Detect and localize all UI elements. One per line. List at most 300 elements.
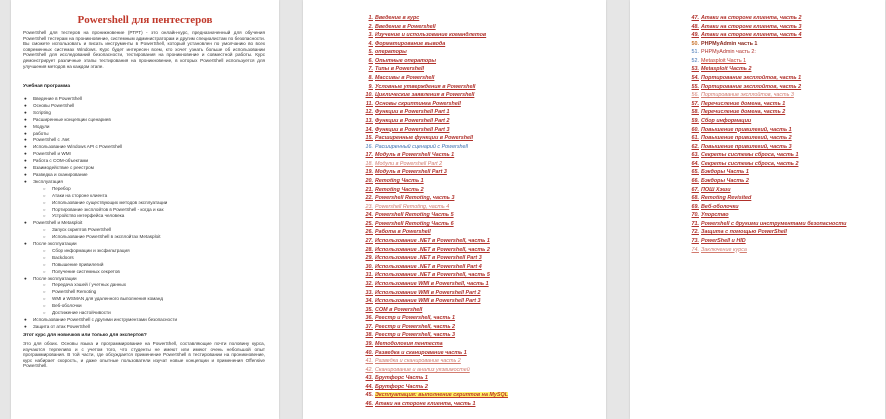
toc-entry-number: 60.	[691, 126, 699, 133]
toc-entry[interactable]	[362, 134, 508, 143]
bullet-disc-icon: ●	[24, 158, 27, 164]
toc-entry-number: 4.	[368, 40, 373, 47]
bullet-disc-icon: ●	[24, 102, 27, 108]
toc-entry-number: 67.	[691, 186, 699, 193]
bullet-disc-icon: ●	[24, 137, 27, 143]
toc-entry-number: 55.	[691, 83, 699, 90]
toc-entry-link[interactable]: Использование WMI в Powershell, часть 1	[375, 280, 489, 287]
toc-entry[interactable]	[688, 220, 846, 229]
bullet-disc-icon: ●	[24, 275, 27, 281]
toc-entry-link[interactable]: Powershell Remoting Часть 5	[375, 212, 454, 219]
toc-entry-link[interactable]: PHPMyAdmin часть 2:	[701, 49, 756, 56]
program-list-item-text: Повышение привилегий	[52, 261, 104, 267]
toc-entry[interactable]	[688, 160, 846, 169]
toc-list-left	[362, 14, 508, 409]
program-list-item-text: После эксплуатации	[33, 275, 77, 281]
toc-entry[interactable]	[362, 74, 508, 83]
outro-paragraph: Это для обоих. Основы языка и программирование на PowerShell, составляющие почти половину курса, изучаются терпеливо и с учетом того, что студенты не имеют или имеют очень небольшой опыт программирования. В той части, где обсуждается применение PowerShell в тестировании на проникновение, курс набирает скорость, и даже опытные пользователи изучат новые концепции и применения Offensive PowerShell.	[23, 341, 265, 369]
toc-entry[interactable]	[688, 48, 846, 57]
toc-entry[interactable]	[688, 14, 846, 23]
toc-entry[interactable]	[362, 280, 508, 289]
toc-entry-link[interactable]: Атаки на стороне клиента, часть 2	[701, 15, 802, 21]
document-page-toc-2	[630, 0, 885, 419]
toc-entry[interactable]	[362, 383, 508, 392]
bullet-circle-icon: ○	[43, 268, 46, 274]
program-list-item-text: WMI и WSMAN для удаленного выполнения команд	[52, 296, 164, 302]
toc-entry-number: 18.	[365, 160, 373, 167]
toc-entry-link[interactable]: Разведка и сканирование часть 2	[375, 358, 461, 365]
document-title: Powershell для пентестеров	[77, 14, 213, 26]
toc-entry[interactable]	[362, 100, 508, 109]
toc-entry-link[interactable]: Использование .NET в Powershell, часть 2	[375, 246, 490, 253]
toc-entry[interactable]	[362, 366, 508, 375]
program-list-item-text: Работа с COM-объектами	[33, 158, 89, 164]
bullet-disc-icon: ●	[24, 323, 27, 329]
toc-entry-link[interactable]: Функции в Powershell Part 3	[375, 126, 450, 133]
toc-entry-number: 25.	[365, 220, 373, 227]
toc-entry-number: 72.	[691, 229, 699, 236]
bullet-disc-icon: ●	[24, 116, 27, 122]
toc-entry[interactable]	[362, 297, 508, 306]
toc-entry-number: 56.	[691, 92, 699, 99]
toc-entry-link[interactable]: Модуль в Powershell Часть 1	[375, 152, 455, 159]
toc-entry[interactable]	[362, 31, 508, 40]
program-list-item-text: Использование Windows API с PowerShell	[33, 144, 123, 150]
toc-entry-link[interactable]: ПОШ Хэши	[701, 186, 731, 193]
toc-entry[interactable]	[688, 186, 846, 195]
toc-entry[interactable]	[362, 23, 508, 32]
program-list-item	[23, 324, 268, 331]
program-list-item	[23, 131, 268, 138]
toc-entry[interactable]	[362, 289, 508, 298]
question-heading: Этот курс для новичков или только для экспертов?	[23, 333, 147, 338]
program-list-item-text: Сбор информации и эксфильтрация	[52, 247, 130, 253]
toc-entry[interactable]	[362, 186, 508, 195]
toc-entry-number: 74.	[691, 246, 699, 253]
toc-entry-number: 1.	[368, 15, 373, 21]
program-list-item	[23, 103, 268, 110]
toc-entry-link[interactable]: Портирование эксплойтов, часть 3	[701, 92, 794, 99]
toc-entry-number: 23.	[365, 203, 373, 210]
toc-entry-link[interactable]: Разведка и сканирование часть 1	[375, 349, 467, 356]
toc-entry-link[interactable]: Использование WMI в Powershell Part 2	[375, 289, 481, 296]
program-list-item-text: Устройство интерфейса человека	[52, 213, 125, 219]
toc-entry[interactable]	[362, 228, 508, 237]
toc-entry[interactable]	[688, 40, 846, 49]
toc-entry-link[interactable]: Powershell с другими инструментами безопасности	[701, 220, 847, 227]
toc-entry[interactable]	[362, 65, 508, 74]
toc-entry[interactable]	[362, 83, 508, 92]
toc-entry-number: 43.	[365, 375, 373, 382]
program-list-item	[23, 117, 268, 124]
toc-entry[interactable]	[362, 151, 508, 160]
toc-entry-number: 70.	[691, 212, 699, 219]
toc-entry-number: 31.	[365, 272, 373, 279]
toc-entry-link[interactable]: Использование .NET в Powershell Part 4	[375, 263, 482, 270]
toc-entry-link[interactable]: Реестр и Powershell, часть 2	[375, 323, 456, 330]
toc-entry[interactable]	[688, 117, 846, 126]
toc-entry-link[interactable]: Условные утверждения в Powershell	[375, 83, 476, 90]
toc-entry-link[interactable]: Атаки на стороне клиента, часть 1	[375, 401, 476, 408]
toc-entry[interactable]	[688, 228, 846, 237]
toc-entry[interactable]	[688, 237, 846, 246]
program-heading: Учебная программа	[23, 84, 71, 89]
toc-entry-number: 64.	[691, 160, 699, 167]
bullet-circle-icon: ○	[43, 213, 46, 219]
toc-entry[interactable]	[362, 374, 508, 383]
toc-entry[interactable]	[688, 100, 846, 109]
toc-entry-number: 38.	[365, 332, 373, 339]
program-list-item	[23, 213, 268, 220]
toc-entry[interactable]	[688, 177, 846, 186]
bullet-circle-icon: ○	[43, 247, 46, 253]
toc-entry[interactable]	[362, 177, 508, 186]
toc-entry[interactable]	[688, 23, 846, 32]
toc-entry-link[interactable]: Реестр и Powershell, часть 1	[375, 315, 456, 322]
toc-entry[interactable]	[688, 74, 846, 83]
toc-entry[interactable]	[688, 126, 846, 135]
toc-entry-number: 28.	[365, 246, 373, 253]
program-list-item-text: Использование существующих методов эксплуатации	[52, 199, 168, 205]
program-list-item	[23, 179, 268, 186]
toc-entry-number: 39.	[365, 340, 373, 347]
program-list-item-text: Атаки на стороне клиента	[52, 192, 108, 198]
program-list-item-text: Основы PowerShell	[33, 102, 75, 108]
program-list-item	[23, 137, 268, 144]
toc-entry-link[interactable]: Опытные операторы	[375, 57, 437, 64]
program-list-item	[23, 296, 268, 303]
program-list-item-text: Использование PowerShell с другими инструментами безопасности	[33, 317, 178, 322]
program-list-item-text: работы	[33, 130, 49, 136]
toc-entry-number: 41.	[365, 358, 373, 365]
bullet-circle-icon: ○	[43, 227, 46, 233]
toc-entry-number: 42.	[365, 366, 373, 373]
toc-entry-number: 36.	[365, 315, 373, 322]
program-list-item-text: Веб-оболочки	[52, 303, 82, 309]
toc-entry-number: 9.	[368, 83, 373, 90]
toc-entry-number: 8.	[368, 75, 373, 82]
toc-entry[interactable]	[362, 271, 508, 280]
bullet-circle-icon: ○	[43, 303, 46, 309]
toc-entry-link[interactable]: Массивы в Powershell	[375, 75, 435, 82]
toc-entry-number: 65.	[691, 169, 699, 176]
bullet-circle-icon: ○	[43, 296, 46, 302]
toc-entry-number: 11.	[365, 100, 373, 107]
toc-entry-number: 16.	[365, 143, 373, 150]
toc-entry-number: 14.	[365, 126, 373, 133]
toc-entry-link[interactable]: Циклические заявления в Powershell	[375, 92, 475, 99]
program-list-item-text: Разведка и сканирование	[33, 171, 88, 177]
toc-entry-link[interactable]: Использование WMI в Powershell Part 3	[375, 298, 481, 305]
toc-entry-link[interactable]: Изучение и использование командлетов	[375, 32, 487, 39]
program-list-item-text: Scripting	[33, 109, 51, 115]
bullet-disc-icon: ●	[24, 130, 27, 136]
toc-entry-link[interactable]: Методология пентеста	[375, 340, 443, 347]
toc-entry-link[interactable]: PHPMyAdmin часть 1	[701, 40, 758, 47]
toc-entry-link[interactable]: Повышение привилегий, часть 2	[701, 135, 792, 142]
toc-entry[interactable]	[688, 168, 846, 177]
toc-entry-number: 29.	[365, 255, 373, 262]
bullet-disc-icon: ●	[24, 171, 27, 177]
toc-entry-link[interactable]: Powershell Remoting, часть 3	[375, 195, 455, 202]
toc-entry-link[interactable]: Атаки на стороне клиента, часть 3	[701, 23, 802, 30]
toc-entry-link[interactable]: Metasploit Часть 1	[701, 57, 747, 64]
program-list-item-text: PowerShell Remoting	[52, 289, 97, 295]
toc-entry[interactable]	[362, 126, 508, 135]
toc-entry[interactable]	[688, 91, 846, 100]
program-list-item-text: Передача хэшей / учетных данных	[52, 282, 127, 288]
bullet-circle-icon: ○	[43, 199, 46, 205]
toc-entry[interactable]	[362, 211, 508, 220]
toc-entry[interactable]	[362, 40, 508, 49]
toc-entry-number: 73.	[691, 238, 699, 245]
toc-entry-number: 46.	[365, 401, 373, 408]
toc-entry-number: 35.	[365, 306, 373, 313]
toc-entry[interactable]	[362, 357, 508, 366]
program-list-item	[23, 241, 268, 248]
toc-entry[interactable]	[362, 203, 508, 212]
toc-entry[interactable]	[688, 211, 846, 220]
toc-entry[interactable]	[362, 237, 508, 246]
bullet-disc-icon: ●	[24, 144, 27, 150]
toc-entry-number: 2.	[368, 23, 373, 30]
toc-entry-number: 32.	[365, 280, 373, 287]
toc-entry-number: 26.	[365, 229, 373, 236]
toc-entry-link[interactable]: Портирование эксплойтов, часть 2	[701, 83, 802, 90]
toc-entry-number: 19.	[365, 169, 373, 176]
toc-entry-number: 22.	[365, 195, 373, 202]
toc-entry-link[interactable]: Metasploit Часть 2	[701, 66, 752, 73]
toc-entry-link[interactable]: Использование .NET в Powershell, часть 5	[375, 272, 490, 279]
program-list-item	[23, 151, 268, 158]
toc-entry-number: 5.	[368, 49, 373, 56]
toc-entry-link[interactable]: Бэкдоры Часть 1	[701, 169, 749, 176]
toc-entry-link[interactable]: COM в Powershell	[375, 306, 423, 313]
toc-entry-link[interactable]: Портирование эксплойтов, часть 1	[701, 75, 802, 82]
toc-entry-number: 50.	[691, 40, 699, 47]
program-list-item	[23, 282, 268, 289]
toc-entry[interactable]	[362, 254, 508, 263]
toc-entry-link[interactable]: Повышение привилегий, часть 1	[701, 126, 792, 133]
toc-entry-number: 21.	[365, 186, 373, 193]
toc-entry-number: 57.	[691, 100, 699, 107]
toc-entry-link[interactable]: Использование .NET в Powershell, часть 1	[375, 238, 490, 245]
toc-entry-number: 13.	[365, 117, 373, 124]
bullet-circle-icon: ○	[43, 192, 46, 198]
toc-entry-number: 30.	[365, 263, 373, 270]
program-list-item	[23, 317, 268, 324]
program-list	[23, 96, 268, 331]
toc-entry[interactable]	[362, 314, 508, 323]
toc-entry-number: 20.	[365, 177, 373, 184]
program-list-item	[23, 144, 268, 151]
toc-entry[interactable]	[362, 323, 508, 332]
toc-entry-link[interactable]: Брутфорс Часть 1	[375, 375, 428, 382]
toc-entry-number: 62.	[691, 143, 699, 150]
toc-entry-link[interactable]: Основы скриптинга Powershell	[375, 100, 461, 107]
toc-entry-number: 37.	[365, 323, 373, 330]
program-list-item	[23, 255, 268, 262]
toc-entry-link[interactable]: Сбор информации	[701, 117, 752, 124]
toc-entry-link[interactable]: Реестр и Powershell, часть 3	[375, 332, 456, 339]
bullet-circle-icon: ○	[43, 282, 46, 288]
toc-entry[interactable]	[362, 91, 508, 100]
toc-entry[interactable]	[688, 143, 846, 152]
toc-entry-link[interactable]: Powershell Remoting Часть 6	[375, 220, 454, 227]
toc-entry[interactable]	[362, 391, 508, 400]
toc-entry-number: 33.	[365, 289, 373, 296]
program-list-item-text: Перебор	[52, 185, 71, 191]
toc-entry-link[interactable]: Форматирование вывода	[375, 40, 446, 47]
toc-entry-link[interactable]: Атаки на стороне клиента, часть 4	[701, 32, 802, 39]
program-list-item	[23, 262, 268, 269]
toc-entry-link[interactable]: Функции в Powershell Part 2	[375, 117, 450, 124]
program-list-item	[23, 289, 268, 296]
program-list-item-text: Запуск скриптов PowerShell	[52, 227, 112, 233]
program-list-item	[23, 234, 268, 241]
toc-entry-link[interactable]: Секреты системы сброса, часть 2	[701, 160, 799, 167]
bullet-disc-icon: ●	[24, 317, 27, 322]
toc-entry-link[interactable]: Перечисление домена, часть 2	[701, 109, 786, 116]
toc-entry-link[interactable]: Эксплуатация: выполнение скриптов на MySQL	[375, 392, 509, 399]
toc-entry[interactable]	[362, 57, 508, 66]
toc-entry[interactable]	[362, 331, 508, 340]
toc-entry-link[interactable]: Модули в Powershell Part 2	[375, 160, 443, 167]
toc-entry[interactable]	[362, 160, 508, 169]
toc-entry-link[interactable]: Powershell Remoting, часть 4	[375, 203, 450, 210]
toc-entry-link[interactable]: Расширенные функции в Powershell	[375, 135, 473, 142]
toc-entry-link[interactable]: Работа в Powershell	[375, 229, 431, 236]
toc-entry[interactable]	[688, 108, 846, 117]
toc-entry[interactable]	[688, 83, 846, 92]
toc-entry-number: 27.	[365, 238, 373, 245]
toc-entry-number: 69.	[691, 203, 699, 210]
bullet-circle-icon: ○	[43, 289, 46, 295]
toc-entry[interactable]	[362, 108, 508, 117]
toc-entry-link[interactable]: Remoting Часть 1	[375, 177, 424, 184]
toc-entry-number: 47.	[691, 15, 699, 21]
toc-entry[interactable]	[688, 194, 846, 203]
toc-entry[interactable]	[362, 168, 508, 177]
toc-entry-link[interactable]: Веб-оболочки	[701, 203, 739, 210]
toc-entry-link[interactable]: Типы в Powershell	[375, 66, 424, 73]
toc-entry-number: 15.	[365, 135, 373, 142]
program-list-item	[23, 200, 268, 207]
toc-entry-number: 58.	[691, 109, 699, 116]
toc-entry-number: 49.	[691, 32, 699, 39]
toc-entry[interactable]	[362, 263, 508, 272]
bullet-disc-icon: ●	[24, 241, 27, 247]
program-list-item	[23, 110, 268, 117]
document-page-toc-1	[303, 0, 606, 419]
program-list-item-text: PowerShell и WMI	[33, 151, 71, 157]
bullet-circle-icon: ○	[43, 261, 46, 267]
toc-entry-link[interactable]: Модуль в Powershell Part 3	[375, 169, 447, 176]
toc-entry-number: 52.	[691, 57, 699, 64]
toc-entry-link[interactable]: Защита с помощью PowerShell	[701, 229, 787, 236]
toc-entry-link[interactable]: Брутфорс Часть 2	[375, 383, 428, 390]
toc-entry-number: 7.	[368, 66, 373, 73]
toc-entry-number: 6.	[368, 57, 373, 64]
toc-entry-number: 24.	[365, 212, 373, 219]
document-page-intro	[11, 0, 279, 419]
toc-entry[interactable]	[362, 306, 508, 315]
toc-entry-link[interactable]: Секреты системы сброса, часть 1	[701, 152, 799, 159]
program-list-item-text: Введение в PowerShell	[33, 96, 83, 101]
intro-paragraph: PowerShell для тестеров на проникновение (PTPT) - это онлайн-курс, предназначенный для обучения PowerShell тестерам на проникновение, системным администраторам и другим специалистам по безопасности. Вы сможете использовать и писать инструменты в PowerShell, который установлен по умолчанию во всех современных системах Windows. Курс будет интересен всем, кто хочет узнать больше об использовании PowerShell для исследований безопасности, тестирования на проникновение и совместной работы. Курс демонстрирует различные этапы тестирования на проникновение, в которых PowerShell используется для улучшения методов на каждом этапе.	[23, 30, 265, 69]
program-list-item-text: Эксплуатация	[33, 178, 63, 184]
bullet-disc-icon: ●	[24, 178, 27, 184]
program-list-item-text: Backdoors	[52, 254, 74, 260]
program-list-item	[23, 172, 268, 179]
toc-entry[interactable]	[688, 65, 846, 74]
toc-entry[interactable]	[362, 143, 508, 152]
toc-entry-link[interactable]: Повышение привилегий, часть 3	[701, 143, 792, 150]
bullet-circle-icon: ○	[43, 234, 46, 240]
program-list-item-text: Использование PowerShell в эксплойтах Metasploit	[52, 234, 161, 240]
program-list-item	[23, 220, 268, 227]
toc-entry[interactable]	[688, 151, 846, 160]
bullet-disc-icon: ●	[24, 165, 27, 171]
toc-entry-link[interactable]: Введение в Powershell	[375, 23, 436, 30]
bullet-disc-icon: ●	[24, 96, 27, 101]
program-list-item-text: Получение системных секретов	[52, 268, 120, 274]
toc-entry-number: 53.	[691, 66, 699, 73]
toc-entry[interactable]	[362, 14, 508, 23]
toc-entry-link[interactable]: Сканирование и анализ уязвимостей	[375, 366, 470, 373]
toc-entry-link[interactable]: Упорство	[701, 212, 729, 219]
toc-entry-link[interactable]: Заключение курса	[701, 246, 747, 253]
toc-entry-link[interactable]: Бэкдоры Часть 2	[701, 177, 749, 184]
toc-entry[interactable]	[362, 117, 508, 126]
toc-entry[interactable]	[688, 31, 846, 40]
toc-entry[interactable]	[362, 194, 508, 203]
toc-entry-link[interactable]: Расширенный сценарий с Powershell	[375, 143, 468, 150]
toc-entry-number: 48.	[691, 23, 699, 30]
toc-entry[interactable]	[362, 246, 508, 255]
toc-entry-number: 34.	[365, 298, 373, 305]
toc-entry[interactable]	[362, 220, 508, 229]
toc-entry[interactable]	[688, 246, 846, 255]
toc-entry-number: 10.	[365, 92, 373, 99]
toc-entry-link[interactable]: PowerShell и HID	[701, 238, 746, 245]
toc-entry[interactable]	[362, 48, 508, 57]
program-list-item	[23, 269, 268, 276]
toc-entry-link[interactable]: Введение в курс	[375, 15, 420, 21]
toc-entry-link[interactable]: Использование .NET в Powershell Part 3	[375, 255, 482, 262]
toc-entry[interactable]	[688, 134, 846, 143]
bullet-disc-icon: ●	[24, 109, 27, 115]
program-list-item-text: Портирование эксплойтов в PowerShell - когда и как	[52, 206, 164, 212]
program-list-item	[23, 310, 268, 317]
toc-entry-link[interactable]: Перечисление домена, часть 1	[701, 100, 786, 107]
bullet-circle-icon: ○	[43, 310, 46, 316]
toc-entry[interactable]	[362, 400, 508, 409]
toc-entry[interactable]	[362, 349, 508, 358]
toc-entry-link[interactable]: Функции в Powershell Part 1	[375, 109, 450, 116]
toc-entry-number: 51.	[691, 49, 699, 56]
toc-entry-link[interactable]: Remoting Часть 2	[375, 186, 424, 193]
toc-entry-link[interactable]: Remoting Revisited	[701, 195, 752, 202]
toc-entry[interactable]	[688, 203, 846, 212]
program-list-item	[23, 124, 268, 131]
program-list-item	[23, 248, 268, 255]
toc-entry-number: 59.	[691, 117, 699, 124]
toc-entry[interactable]	[688, 57, 846, 66]
toc-entry-link[interactable]: операторы	[375, 49, 407, 56]
program-list-item	[23, 165, 268, 172]
toc-entry[interactable]	[362, 340, 508, 349]
